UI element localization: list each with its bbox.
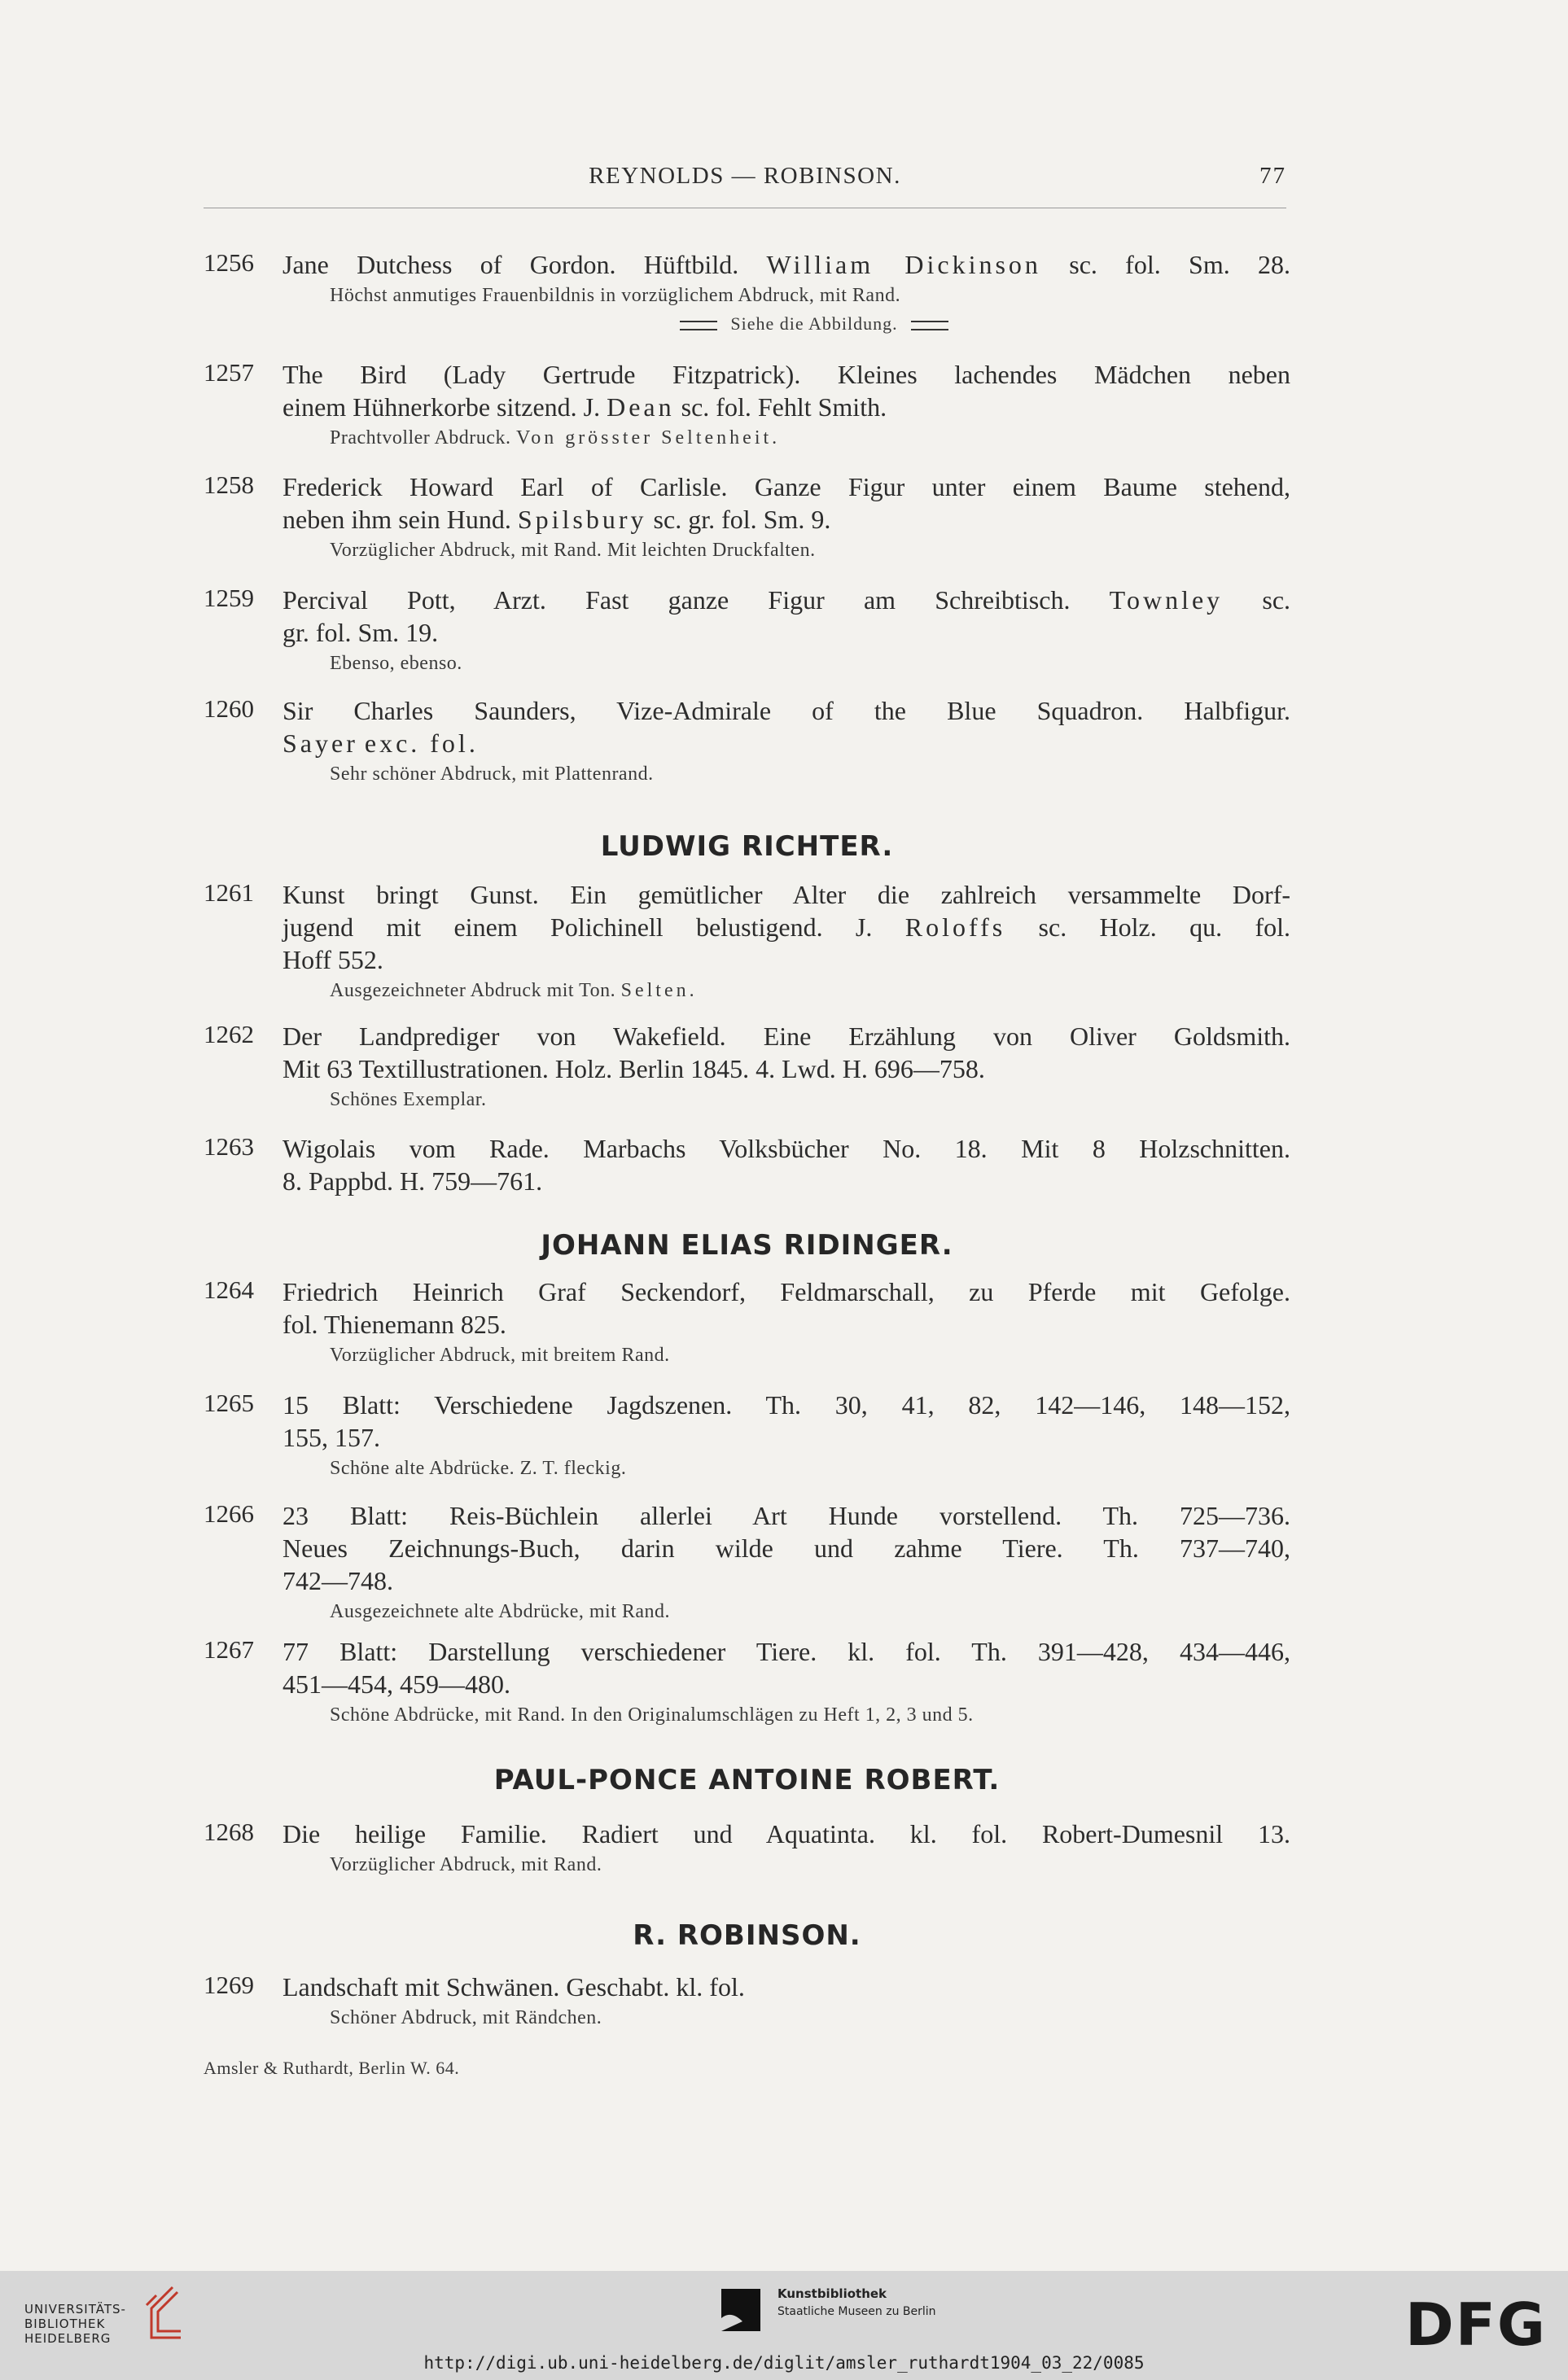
page-number: 77: [1259, 163, 1286, 189]
entry-1263: [204, 1132, 1290, 1197]
lot-number: 1268: [204, 1818, 254, 1846]
dfg-logo[interactable]: DFG: [1404, 2290, 1547, 2359]
entry-1258: [204, 470, 1290, 565]
double-rule-right: [911, 321, 948, 330]
section-heading-robert: PAUL-PONCE ANTOINE ROBERT.: [493, 1764, 1001, 1796]
viewer-footer: [0, 2271, 1568, 2380]
entry-line: 15 Blatt: Verschiedene Jagdszenen. Th. 30, 41, 82, 142—146, 148—152,: [283, 1390, 1290, 1420]
entry-line: [283, 391, 1290, 423]
printer-imprint: Amsler & Ruthardt, Berlin W. 64.: [204, 2058, 460, 2078]
artist-name: Sayer: [283, 728, 358, 758]
entry-1259: [204, 584, 1290, 678]
kb-subtitle: Staatliche Museen zu Berlin: [777, 2305, 936, 2318]
entry-text: sc. gr. fol. Sm. 9.: [653, 505, 831, 534]
entry-1264: [204, 1275, 1290, 1370]
entry-line: 155, 157.: [283, 1423, 380, 1452]
entry-1256: [204, 248, 1290, 338]
entry-note: Schöner Abdruck, mit Rändchen.: [330, 2007, 602, 2028]
section-heading-richter: LUDWIG RICHTER.: [600, 830, 894, 863]
lot-number: 1259: [204, 584, 254, 612]
logo-text: UNIVERSITÄTS-: [24, 2302, 126, 2317]
entry-line: Kunst bringt Gunst. Ein gemütlicher Alter die zahlreich versammelte Dorf-: [283, 880, 1290, 909]
entry-1267: [204, 1635, 1290, 1730]
entry-note: Ebenso, ebenso.: [330, 653, 462, 674]
entry-text: sc.: [1262, 585, 1291, 615]
running-header: [204, 163, 1286, 202]
entry-line: [283, 503, 1290, 536]
logo-text: HEIDELBERG: [24, 2331, 112, 2346]
heidelberg-library-logo[interactable]: [24, 2302, 126, 2346]
entry-text: jugend mit einem Polichinell belustigend. J.: [283, 912, 873, 942]
entry-line: Sir Charles Saunders, Vize-Admirale of the Blue Squadron. Halbfigur.: [283, 696, 1290, 725]
artist-name: Roloffs: [904, 912, 1006, 942]
note-text: Ausgezeichneter Abdruck mit Ton.: [330, 980, 616, 1001]
entry-line: Hoff 552.: [283, 945, 383, 974]
entry-line: Der Landprediger von Wakefield. Eine Erzählung von Oliver Goldsmith.: [283, 1022, 1290, 1051]
entry-line: Friedrich Heinrich Graf Seckendorf, Feldmarschall, zu Pferde mit Gefolge.: [283, 1277, 1290, 1306]
lot-number: 1257: [204, 358, 254, 387]
lot-number: 1264: [204, 1275, 254, 1304]
entry-1260: [204, 694, 1290, 789]
permalink-url[interactable]: http://digi.ub.uni-heidelberg.de/diglit/amsler_ruthardt1904_03_22/0085: [423, 2353, 1145, 2373]
lot-number: 1261: [204, 878, 254, 907]
lot-number: 1265: [204, 1389, 254, 1417]
lot-number: 1267: [204, 1635, 254, 1664]
kunstbibliothek-logo-icon[interactable]: [716, 2286, 765, 2334]
entry-line: [283, 727, 1290, 759]
entry-line: Neues Zeichnungs-Buch, darin wilde und zahme Tiere. Th. 737—740,: [283, 1533, 1290, 1563]
entry-line: [283, 584, 1290, 616]
entry-note: Schöne Abdrücke, mit Rand. In den Originalumschlägen zu Heft 1, 2, 3 und 5.: [330, 1704, 974, 1726]
note-text: Selten.: [620, 980, 698, 1001]
lot-number: 1262: [204, 1020, 254, 1048]
entry-note: [330, 976, 1290, 1005]
entry-line: 742—748.: [283, 1566, 393, 1595]
entry-1266: [204, 1499, 1290, 1626]
heidelberg-mark-icon: [140, 2284, 189, 2341]
entry-note: Vorzüglicher Abdruck, mit Rand.: [330, 1854, 602, 1875]
entry-text: sc. fol. Sm. 28.: [1069, 250, 1291, 279]
header-title: REYNOLDS — ROBINSON.: [589, 163, 901, 189]
entry-line: [283, 248, 1290, 281]
entry-line: Wigolais vom Rade. Marbachs Volksbücher No. 18. Mit 8 Holzschnitten.: [283, 1134, 1290, 1163]
entry-note: Ausgezeichnete alte Abdrücke, mit Rand.: [330, 1601, 671, 1622]
entry-1261: [204, 878, 1290, 1005]
lot-number: 1266: [204, 1499, 254, 1528]
kunstbibliothek-label: [777, 2286, 936, 2321]
artist-name: Townley: [1109, 585, 1224, 615]
see-text: Siehe die Abbildung.: [730, 313, 898, 334]
entry-text: sc. fol. Fehlt Smith.: [681, 392, 887, 422]
artist-name: Spilsbury: [517, 505, 647, 534]
entry-text: neben ihm sein Hund.: [283, 505, 511, 534]
entry-text: exc. fol.: [364, 728, 479, 758]
entry-note: Vorzüglicher Abdruck, mit Rand. Mit leichten Druckfalten.: [330, 540, 816, 561]
entry-note: [330, 423, 1290, 453]
entry-line: Die heilige Familie. Radiert und Aquatinta. kl. fol. Robert-Dumesnil 13.: [283, 1819, 1290, 1848]
entry-line: Mit 63 Textillustrationen. Holz. Berlin 1845. 4. Lwd. H. 696—758.: [283, 1054, 985, 1083]
note-text: Von grösster Seltenheit.: [515, 427, 781, 448]
entry-line: The Bird (Lady Gertrude Fitzpatrick). Kleines lachendes Mädchen neben: [283, 360, 1290, 389]
entry-text: sc. Holz. qu. fol.: [1038, 912, 1291, 942]
entry-1265: [204, 1389, 1290, 1483]
entry-line: Landschaft mit Schwänen. Geschabt. kl. fol.: [283, 1972, 745, 2002]
entry-1269: [204, 1971, 1290, 2032]
see-illustration: [204, 310, 1221, 338]
entry-1257: [204, 358, 1290, 453]
section-heading-robinson: R. ROBINSON.: [633, 1919, 861, 1952]
entry-line: gr. fol. Sm. 19.: [283, 618, 439, 647]
logo-text: BIBLIOTHEK: [24, 2317, 106, 2331]
entry-note: Schönes Exemplar.: [330, 1089, 487, 1110]
artist-name: William Dickinson: [766, 250, 1041, 279]
lot-number: 1263: [204, 1132, 254, 1161]
entry-1262: [204, 1020, 1290, 1114]
lot-number: 1260: [204, 694, 254, 723]
lot-number: 1256: [204, 248, 254, 277]
entry-text: Jane Dutchess of Gordon. Hüftbild.: [283, 250, 739, 279]
entry-line: Frederick Howard Earl of Carlisle. Ganze Figur unter einem Baume stehend,: [283, 472, 1290, 501]
artist-name: Dean: [607, 392, 675, 422]
entry-text: Percival Pott, Arzt. Fast ganze Figur am Schreibtisch.: [283, 585, 1071, 615]
entry-note: Höchst anmutiges Frauenbildnis in vorzüglichem Abdruck, mit Rand.: [330, 285, 901, 306]
entry-note: Schöne alte Abdrücke. Z. T. fleckig.: [330, 1458, 627, 1479]
note-text: Prachtvoller Abdruck.: [330, 427, 511, 448]
entry-text: einem Hühnerkorbe sitzend. J.: [283, 392, 601, 422]
entry-line: 23 Blatt: Reis-Büchlein allerlei Art Hunde vorstellend. Th. 725—736.: [283, 1501, 1290, 1530]
double-rule-left: [680, 321, 717, 330]
entry-1268: [204, 1818, 1290, 1879]
lot-number: 1258: [204, 470, 254, 499]
lot-number: 1269: [204, 1971, 254, 1999]
section-heading-ridinger: JOHANN ELIAS RIDINGER.: [541, 1229, 953, 1262]
entry-line: 8. Pappbd. H. 759—761.: [283, 1166, 543, 1196]
entry-line: 77 Blatt: Darstellung verschiedener Tiere. kl. fol. Th. 391—428, 434—446,: [283, 1637, 1290, 1666]
entry-line: 451—454, 459—480.: [283, 1669, 510, 1699]
entry-note: Vorzüglicher Abdruck, mit breitem Rand.: [330, 1345, 670, 1366]
entry-note: Sehr schöner Abdruck, mit Plattenrand.: [330, 763, 654, 785]
entry-line: fol. Thienemann 825.: [283, 1310, 506, 1339]
kb-title: Kunstbibliothek: [777, 2286, 887, 2301]
entry-line: [283, 911, 1290, 943]
